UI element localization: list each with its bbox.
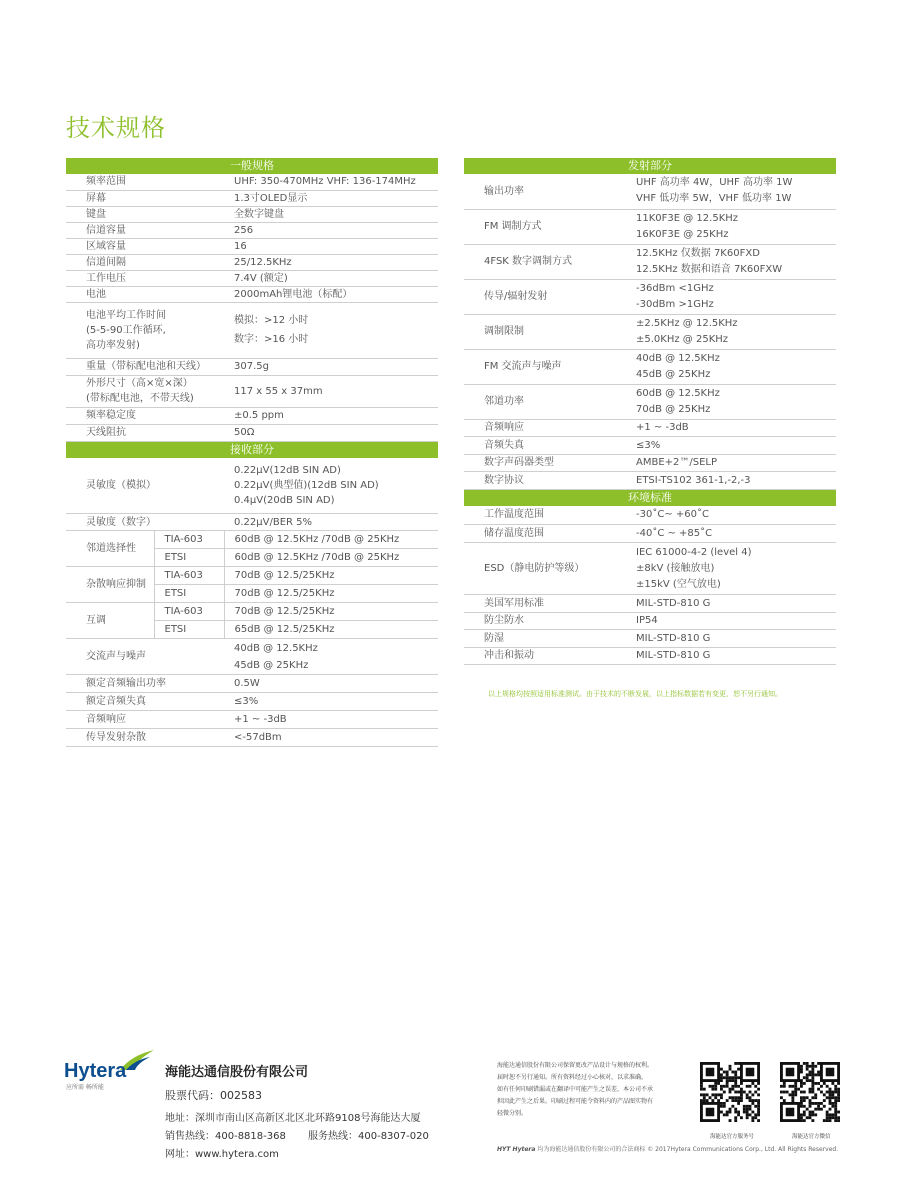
spec-value: 40dB @ 12.5KHz 45dB @ 25KHz — [224, 639, 438, 675]
spec-label: 输出功率 — [464, 174, 626, 209]
spec-row — [66, 286, 438, 302]
spec-value: 256 — [224, 222, 438, 238]
spec-value: IEC 61000-4-2 (level 4) ±8kV (接触放电) ±15kV (空气放电) — [626, 543, 836, 595]
spec-standard: ETSI — [154, 621, 224, 639]
spec-standard: TIA-603 — [154, 567, 224, 585]
spec-row — [464, 595, 836, 613]
spec-label: 传导发射杂散 — [66, 729, 224, 747]
spec-value: 70dB @ 12.5/25KHz — [224, 603, 438, 621]
spec-standard: TIA-603 — [154, 531, 224, 549]
spec-row — [464, 174, 836, 209]
qr-code-service — [700, 1062, 760, 1122]
website: 网址：www.hytera.com — [165, 1149, 279, 1160]
qr-service-caption: 海能达官方服务号 — [710, 1134, 755, 1140]
spec-label: 额定音频失真 — [66, 693, 224, 711]
spec-value: 0.22μV/BER 5% — [224, 514, 438, 531]
spec-row — [66, 639, 438, 675]
spec-standard: ETSI — [154, 549, 224, 567]
spec-value: 60dB @ 12.5KHz 70dB @ 25KHz — [626, 384, 836, 419]
spec-label: 键盘 — [66, 206, 224, 222]
spec-note: 以上规格均按照适用标准测试。由于技术的不断发展，以上指标数据若有变更，恕不另行通知。 — [488, 690, 782, 698]
spec-value: +1 ~ -3dB — [224, 711, 438, 729]
spec-value: 1.3寸OLED显示 — [224, 190, 438, 206]
spec-label: 音频响应 — [464, 419, 626, 437]
spec-row — [464, 209, 836, 244]
spec-row — [66, 206, 438, 222]
page-title: 技术规格 — [66, 114, 166, 142]
spec-value: ≤3% — [626, 437, 836, 455]
spec-value: 50Ω — [224, 424, 438, 441]
qr-code-wechat — [780, 1062, 840, 1122]
spec-label: 交流声与噪声 — [66, 639, 224, 675]
spec-value: 全数字键盘 — [224, 206, 438, 222]
spec-row — [464, 647, 836, 665]
spec-label: 工作电压 — [66, 270, 224, 286]
spec-row — [66, 238, 438, 254]
address: 地址：深圳市南山区高新区北区北环路9108号海能达大厦 — [165, 1113, 421, 1124]
spec-label: 天线阻抗 — [66, 424, 224, 441]
spec-row — [66, 222, 438, 238]
spec-row — [66, 254, 438, 270]
spec-row — [464, 314, 836, 349]
spec-label: 额定音频输出功率 — [66, 675, 224, 693]
spec-row — [464, 384, 836, 419]
spec-label: 电池 — [66, 286, 224, 302]
spec-label: 外形尺寸（高×宽×深） (带标配电池，不带天线) — [66, 375, 224, 407]
spec-value: 11K0F3E @ 12.5KHz 16K0F3E @ 25KHz — [626, 209, 836, 244]
spec-value: 117 x 55 x 37mm — [224, 375, 438, 407]
spec-label: 灵敏度（模拟） — [66, 458, 224, 514]
spec-value: AMBE+2™/SELP — [626, 454, 836, 472]
spec-label: 互调 — [66, 603, 154, 639]
spec-label: 屏幕 — [66, 190, 224, 206]
spec-value: MIL-STD-810 G — [626, 630, 836, 648]
spec-label: 信道容量 — [66, 222, 224, 238]
spec-value: +1 ~ -3dB — [626, 419, 836, 437]
spec-label: 防湿 — [464, 630, 626, 648]
spec-row — [66, 567, 438, 585]
spec-label: ESD（静电防护等级） — [464, 543, 626, 595]
qr-pattern-icon — [780, 1062, 840, 1122]
spec-label: 杂散响应抑制 — [66, 567, 154, 603]
spec-value: 2000mAh锂电池（标配） — [224, 286, 438, 302]
spec-row — [464, 244, 836, 279]
spec-value: 0.22μV(12dB SIN AD) 0.22μV(典型值)(12dB SIN AD) 0.4μV(20dB SIN AD) — [224, 458, 438, 514]
spec-row — [66, 693, 438, 711]
spec-value: 70dB @ 12.5/25KHz — [224, 585, 438, 603]
spec-standard: TIA-603 — [154, 603, 224, 621]
section-header: 接收部分 — [66, 441, 438, 458]
spec-value: ≤3% — [224, 693, 438, 711]
spec-row — [464, 472, 836, 490]
hytera-logo: Hytera 应所需 畅所能 — [64, 1048, 156, 1104]
spec-label: 防尘防水 — [464, 612, 626, 630]
spec-value: -30˚C~ +60˚C — [626, 506, 836, 525]
spec-row — [464, 612, 836, 630]
section-header: 环境标准 — [464, 489, 836, 506]
spec-label: 音频失真 — [464, 437, 626, 455]
spec-value: 60dB @ 12.5KHz /70dB @ 25KHz — [224, 549, 438, 567]
spec-value: 7.4V (额定) — [224, 270, 438, 286]
spec-label: 电池平均工作时间 (5-5-90工作循环, 高功率发射) — [66, 302, 224, 358]
spec-label: 频率稳定度 — [66, 407, 224, 424]
spec-row — [66, 270, 438, 286]
spec-label: 信道间隔 — [66, 254, 224, 270]
spec-value: ±2.5KHz @ 12.5KHz ±5.0KHz @ 25KHz — [626, 314, 836, 349]
spec-row — [464, 454, 836, 472]
spec-label: 传导/辐射发射 — [464, 279, 626, 314]
spec-row — [66, 174, 438, 190]
spec-value: 12.5KHz 仅数据 7K60FXD 12.5KHz 数据和语音 7K60FXW — [626, 244, 836, 279]
qr-pattern-icon — [700, 1062, 760, 1122]
left-spec-table — [66, 158, 438, 747]
spec-label: FM 调制方式 — [464, 209, 626, 244]
spec-value: MIL-STD-810 G — [626, 647, 836, 665]
spec-value: UHF 高功率 4W，UHF 高功率 1W VHF 低功率 5W，VHF 低功率 1W — [626, 174, 836, 209]
spec-value: ±0.5 ppm — [224, 407, 438, 424]
spec-value: 70dB @ 12.5/25KHz — [224, 567, 438, 585]
copyright: HYT Hytera 均为海能达通信股份有限公司的合法商标 © 2017Hytera Communications Corp., Ltd. All Rights Reserved. — [497, 1146, 839, 1153]
spec-value: MIL-STD-810 G — [626, 595, 836, 613]
spec-label: 音频响应 — [66, 711, 224, 729]
spec-label: FM 交流声与噪声 — [464, 349, 626, 384]
spec-row — [464, 630, 836, 648]
spec-row — [66, 424, 438, 441]
section-header: 发射部分 — [464, 158, 836, 174]
right-spec-table — [464, 158, 836, 665]
spec-value: IP54 — [626, 612, 836, 630]
spec-label: 区域容量 — [66, 238, 224, 254]
spec-value: 60dB @ 12.5KHz /70dB @ 25KHz — [224, 531, 438, 549]
spec-label: 频率范围 — [66, 174, 224, 190]
spec-row — [66, 358, 438, 375]
sales-hotline: 销售热线：400-8818-368 — [165, 1131, 286, 1142]
spec-label: 重量（带标配电池和天线） — [66, 358, 224, 375]
spec-label: 美国军用标准 — [464, 595, 626, 613]
spec-row — [66, 514, 438, 531]
spec-label: 工作温度范围 — [464, 506, 626, 525]
company-name: 海能达通信股份有限公司 — [165, 1065, 309, 1080]
spec-label: 邻道选择性 — [66, 531, 154, 567]
spec-label: 数字协议 — [464, 472, 626, 490]
spec-row — [464, 279, 836, 314]
spec-label: 4FSK 数字调制方式 — [464, 244, 626, 279]
spec-row — [66, 711, 438, 729]
spec-row — [66, 407, 438, 424]
spec-value: 65dB @ 12.5/25KHz — [224, 621, 438, 639]
spec-row — [66, 675, 438, 693]
spec-value: 25/12.5KHz — [224, 254, 438, 270]
spec-value: -40˚C ~ +85˚C — [626, 524, 836, 543]
spec-value: 307.5g — [224, 358, 438, 375]
qr-wechat-caption: 海能达官方微信 — [792, 1134, 831, 1140]
spec-value: 16 — [224, 238, 438, 254]
spec-row — [464, 506, 836, 525]
spec-label: 灵敏度（数字） — [66, 514, 224, 531]
spec-row — [66, 458, 438, 514]
service-hotline: 服务热线：400-8307-020 — [308, 1131, 429, 1142]
spec-value: 模拟：>12 小时 数字：>16 小时 — [224, 302, 438, 358]
spec-label: 邻道功率 — [464, 384, 626, 419]
disclaimer: 海能达通信股份有限公司保留更改产品设计与规格的权利。 届时恕不另行通知。所有资料经过小心核对，以求准确。 如有任何印刷错漏或在翻译中可能产生之误差，本公司不承 担因此产生之后果。印刷过程可能令资料内的产品图实物有 轻微分别。 — [497, 1062, 654, 1117]
spec-label: 调制限制 — [464, 314, 626, 349]
spec-row — [66, 190, 438, 206]
stock-code: 股票代码：002583 — [165, 1089, 262, 1102]
spec-value: 0.5W — [224, 675, 438, 693]
spec-label: 冲击和振动 — [464, 647, 626, 665]
spec-label: 储存温度范围 — [464, 524, 626, 543]
spec-value: ETSI-TS102 361-1,-2,-3 — [626, 472, 836, 490]
spec-row — [464, 437, 836, 455]
spec-row — [464, 543, 836, 595]
spec-value: -36dBm <1GHz -30dBm >1GHz — [626, 279, 836, 314]
spec-value: 40dB @ 12.5KHz 45dB @ 25KHz — [626, 349, 836, 384]
spec-value: UHF: 350-470MHz VHF: 136-174MHz — [224, 174, 438, 190]
spec-row — [464, 419, 836, 437]
spec-value: <-57dBm — [224, 729, 438, 747]
spec-row — [464, 349, 836, 384]
spec-row — [66, 302, 438, 358]
spec-row — [66, 531, 438, 549]
spec-row — [464, 524, 836, 543]
spec-standard: ETSI — [154, 585, 224, 603]
spec-row — [66, 729, 438, 747]
section-header: 一般规格 — [66, 158, 438, 174]
spec-row — [66, 603, 438, 621]
spec-row — [66, 375, 438, 407]
spec-label: 数字声码器类型 — [464, 454, 626, 472]
